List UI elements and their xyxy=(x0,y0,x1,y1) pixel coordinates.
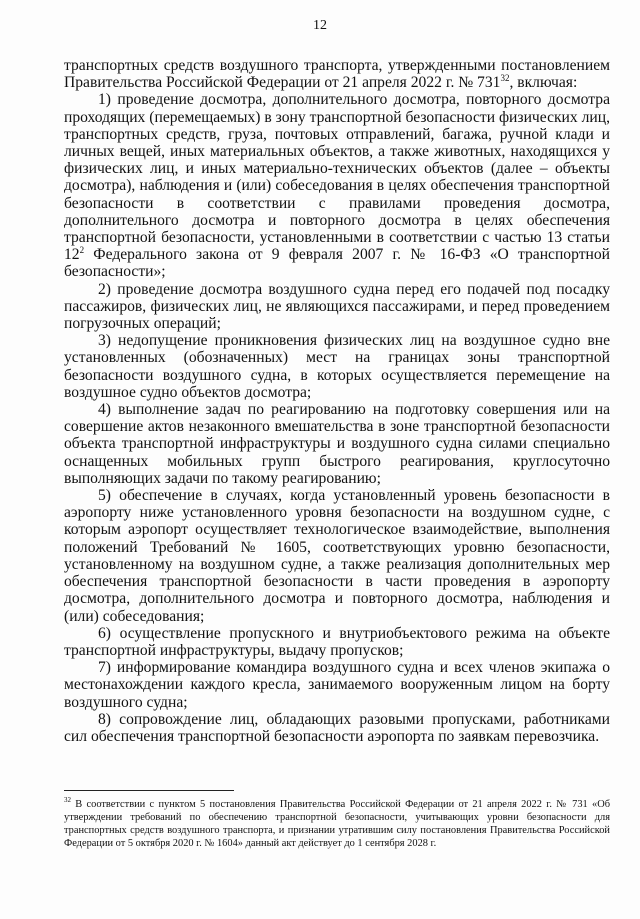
paragraph-item-5: 5) обеспечение в случаях, когда установленный уровень безопасности в аэропорту ниже установленного уровня безопасности на воздушном судне, с которым аэропорт осуществляет технологическое взаимодействие, выполнения положений Требований № 1605, соответствующих уровню безопасности, установленному на воздушном судне, а также реализация дополнительных мер обеспечения транспортной безопасности в части проведения в аэропорту досмотра, дополнительного досмотра и повторного досмотра, наблюдения и (или) собеседования; xyxy=(64,487,610,625)
paragraph-item-3: 3) недопущение проникновения физических лиц на воздушное судно вне установленных (обозначенных) мест на границах зоны транспортной безопасности воздушного судна, в которых осуществляется перемещение на воздушное судно объектов досмотра; xyxy=(64,332,610,401)
paragraph-item-7: 7) информирование командира воздушного судна и всех членов экипажа о местонахождении каждого кресла, занимаемого вооруженным лицом на борту воздушного судна; xyxy=(64,659,610,711)
paragraph-item-2: 2) проведение досмотра воздушного судна перед его подачей под посадку пассажиров, физических лиц, не являющихся пассажирами, и перед проведением погрузочных операций; xyxy=(64,280,610,333)
paragraph-item-1: 1) проведение досмотра, дополнительного досмотра, повторного досмотра проходящих (перемещаемых) в зону транспортной безопасности физических лиц, транспортных средств, груза, почтовых отправлений, багажа, ручной клади и личных вещей, иных материальных объектов, а также животных, находящихся у физических лиц, и иных материально-технических объектов (далее – объекты досмотра), наблюдения и (или) собеседования в целях обеспечения транспортной безопасности в соответствии с правилами проведения досмотра, дополнительного досмотра и повторного досмотра в целях обеспечения транспортной безопасности, установленными в соответствии с частью 13 статьи $12^2$ Федерального закона от 9 февраля 2007 г. № 16-ФЗ «О транспортной безопасности»; xyxy=(64,91,610,281)
footnote-divider xyxy=(64,790,234,791)
footnote xyxy=(64,798,610,850)
paragraph-item-6: 6) осуществление пропускного и внутриобъектового режима на объекте транспортной инфраструктуры, выдачу пропусков; xyxy=(64,624,610,659)
body-text xyxy=(64,57,610,745)
paragraph-item-4: 4) выполнение задач по реагированию на подготовку совершения или на совершение актов незаконного вмешательства в зоне транспортной безопасности объекта транспортной инфраструктуры и воздушного судна силами специально оснащенных мобильных групп быстрого реагирования, круглосуточно выполняющих задачи по такому реагированию; xyxy=(64,401,610,487)
paragraph-intro: транспортных средств воздушного транспорта, утвержденными постановлением Правительства Российской Федерации от 21 апреля 2022 г. № $731^{32}$, включая: xyxy=(64,57,610,92)
paragraph-item-8: 8) сопровождение лиц, обладающих разовыми пропусками, работниками сил обеспечения транспортной безопасности аэропорта по заявкам перевозчика. xyxy=(64,710,610,745)
footnote-text: В соответствии с пунктом 5 постановления Правительства Российской Федерации от 21 апреля 2022 г. № 731 «Об утверждении требований по обеспечению транспортной безопасности, учитывающих уровни безопасности для транспортных средств воздушного транспорта, и признании утратившим силу постановления Правительства Российской Федерации от 5 октября 2020 г. № 1604» данный акт действует до 1 сентября 2028 г. xyxy=(64,799,610,849)
page-number: 12 xyxy=(313,18,327,33)
footnote-marker: 32 xyxy=(64,796,71,805)
